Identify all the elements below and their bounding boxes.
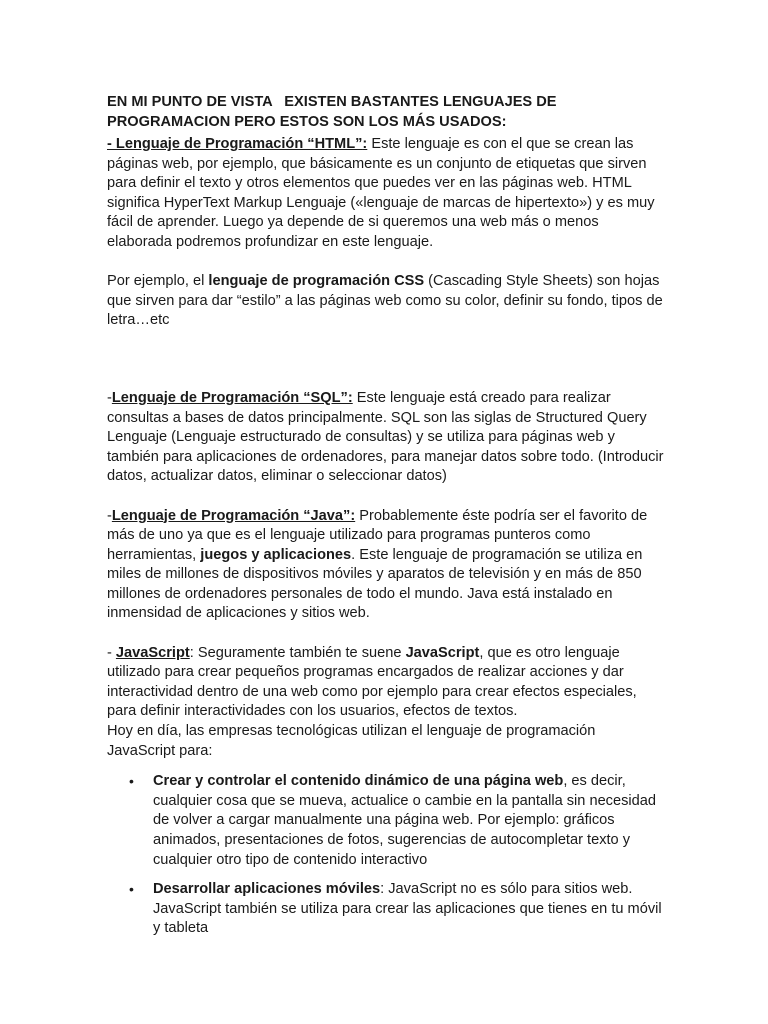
paragraph-css xyxy=(107,272,664,331)
bullet-icon: • xyxy=(129,773,134,790)
java-bold: juegos y aplicaciones xyxy=(200,546,352,563)
js-text-1: : Seguramente también te suene xyxy=(189,644,406,661)
java-text-1: Probablemente éste podría ser el favorito de más de uno ya que es el lenguaje utilizado para programas punteros como herramientas, xyxy=(107,507,648,563)
sql-text: Este lenguaje está creado para realizar consultas a bases de datos principalmente. SQL son las siglas de Structured Query Lenguaje (Lenguaje estructurado de consultas) y se utiliza para páginas web y también para aplicaciones de ordenadores, para manejar datos sobre todo. (Introducir datos, actualizar datos, eliminar o seleccionar datos) xyxy=(107,389,664,485)
heading-line-1: EN MI PUNTO DE VISTA EXISTEN BASTANTES LENGUAJES DE xyxy=(107,94,557,110)
heading-line-2: PROGRAMACION PERO ESTOS SON LOS MÁS USADOS: xyxy=(107,114,507,130)
list-item xyxy=(129,772,664,870)
paragraph-java xyxy=(107,507,664,625)
bullet-list xyxy=(107,772,664,939)
css-text: (Cascading Style Sheets) son hojas que sirven para dar “estilo” a las páginas web como su color, definir su fondo, tipos de letra…etc xyxy=(107,273,663,329)
sql-label: Lenguaje de Programación “SQL”: xyxy=(111,389,353,406)
list-item xyxy=(129,880,664,939)
css-bold: lenguaje de programación CSS xyxy=(208,273,425,290)
paragraph-js-intro: Hoy en día, las empresas tecnológicas utilizan el lenguaje de programación JavaScript para: xyxy=(107,723,596,759)
js-label: JavaScript xyxy=(115,644,190,661)
js-bold: JavaScript xyxy=(405,644,480,661)
html-label-colon: : xyxy=(362,136,368,152)
css-prefix: Por ejemplo, el xyxy=(107,273,209,290)
html-text: Este lenguaje es con el que se crean las páginas web, por ejemplo, que básicamente es un conjunto de etiquetas que sirven para definir el texto y otros elementos que puedes ver en las páginas web. HTML significa HyperText Markup Lenguaje («lenguaje de marcas de hipertexto») y es muy fácil de aprender. Luego ya depende de si queremos una web más o menos elaborada podremos profundizar en este lenguaje. xyxy=(107,136,655,250)
paragraph-javascript xyxy=(107,644,664,722)
bullet-icon: • xyxy=(129,881,134,898)
js-dash: - xyxy=(107,644,116,661)
sql-dash: - xyxy=(107,389,112,406)
bullet-1-bold: Crear y controlar el contenido dinámico de una página web xyxy=(153,773,564,790)
paragraph-html xyxy=(107,135,664,253)
java-dash: - xyxy=(107,507,112,524)
bullet-1-text: , es decir, cualquier cosa que se mueva, actualice o cambie en la pantalla sin necesidad de volver a cargar manualmente una página web. Por ejemplo: gráficos animados, presentaciones de fotos, sugerencias de autocompletar texto y cualquier otro tipo de contenido interactivo xyxy=(153,773,656,868)
js-text-2: , que es otro lenguaje utilizado para crear pequeños programas encargados de realizar acciones y dar interactividad dentro de una web como por ejemplo para crear efectos especiales, para definir interactividades con los usuarios, efectos de textos. xyxy=(107,644,637,720)
paragraph-sql xyxy=(107,389,664,487)
java-label: Lenguaje de Programación “Java”: xyxy=(111,507,356,524)
bullet-2-bold: Desarrollar aplicaciones móviles xyxy=(153,881,381,898)
html-label: - Lenguaje de Programación “HTML” xyxy=(107,136,363,152)
document-heading xyxy=(107,92,664,132)
java-text-2: . Este lenguaje de programación se utiliza en miles de millones de dispositivos móviles y aparatos de televisión y en más de 850 millones de ordenadores personales de todo el mundo. Java está instalado en inmensidad de aplicaciones y sitios web. xyxy=(107,546,643,622)
bullet-2-text: : JavaScript no es sólo para sitios web. JavaScript también se utiliza para crear las aplicaciones que tienes en tu móvil y tableta xyxy=(153,881,662,937)
